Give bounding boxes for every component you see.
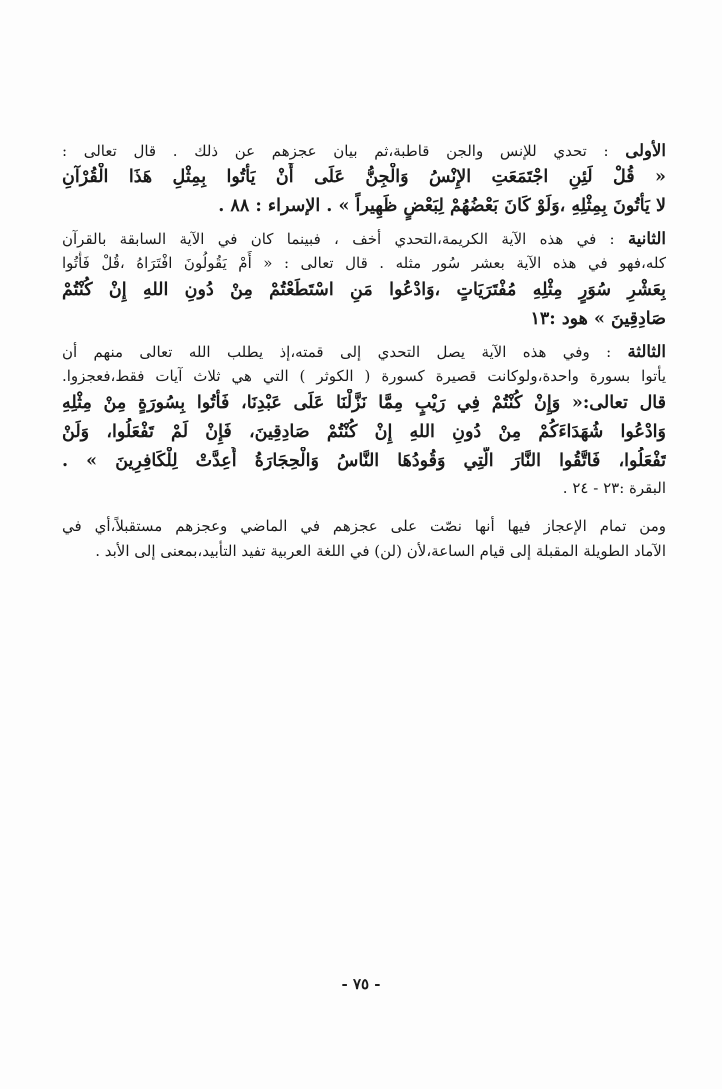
paragraph2-verse-line2: صَادِقِينَ » هود :١٣ [530, 309, 666, 329]
paragraph1-verse-line1: « قُلْ لَئِنِ اجْتَمَعَتِ الإِنْسُ وَالْجِنُّ عَلَى أَنْ يَأْتُوا بِمِثْلِ هَذَا الْقُرْآنِ [62, 167, 666, 187]
paragraph3-line3: قال تعالى:« وَإِنْ كُنْتُمْ فِي رَيْبٍ مِمَّا نَزَّلْنَا عَلَى عَبْدِنَا، فَأْتُوا بِسُورَةٍ مِنْ مِثْلِهِ [62, 393, 666, 413]
paragraph3-lead: الثالثة [627, 342, 666, 361]
paragraph4-line1: ومن تمام الإعجاز فيها أنها نصّت على عجزهم في الماضي وعجزهم مستقبلاً،أي في [62, 517, 666, 535]
paragraph2-verse-line1: بِعَشْرِ سُوَرٍ مِثْلِهِ مُفْتَرَيَاتٍ ،وَادْعُوا مَنِ اسْتَطَعْتُمْ مِنْ دُونِ اللهِ إِنْ كُنْتُمْ [62, 280, 666, 300]
paragraph3-line2: يأتوا بسورة واحدة،ولوكانت قصيرة كسورة ( الكوثر ) التي هي ثلاث آيات فقط،فعجزوا. [62, 367, 666, 385]
paragraph3-line1 [62, 339, 666, 364]
paragraph2-line1-text: : في هذه الآية الكريمة،التحدي أخف ، فبينما كان في الآية السابقة بالقرآن [62, 230, 615, 248]
page-number: - ٧٥ - [341, 975, 381, 993]
paragraph1-line1 [62, 138, 666, 163]
paragraph3-verse-line1: وَادْعُوا شُهَدَاءَكُمْ مِنْ دُونِ اللهِ إِنْ كُنْتُمْ صَادِقِينَ، فَإِنْ لَمْ تَفْعَلُوا، وَلَنْ [62, 422, 666, 442]
paragraph2-line1 [62, 226, 666, 251]
paragraph1-line1-text: : تحدي للإنس والجن قاطبة،ثم بيان عجزهم عن ذلك . قال تعالى : [62, 142, 609, 160]
page-text [62, 138, 666, 564]
paragraph4-line2: الآماد الطويلة المقبلة إلى قيام الساعة،لأن (لن) في اللغة العربية تفيد التأبيد،بمعنى إلى الأبد . [95, 542, 666, 560]
paragraph2-line2: كله،فهو في هذه الآية بعشر سُور مثله . قال تعالى : « أَمْ يَقُولُونَ افْتَرَاهُ ،قُلْ فَأْتُوا [62, 254, 666, 272]
paragraph3-citation: البقرة :٢٣ - ٢٤ . [562, 479, 666, 497]
paragraph3-verse-line2: تَفْعَلُوا، فَاتَّقُوا النَّارَ الَّتِي وَقُودُهَا النَّاسُ وَالْحِجَارَةُ أُعِدَّتْ لِلْكَافِرِينَ » . [62, 451, 666, 471]
paragraph1-verse-line2: لا يَأْتُونَ بِمِثْلِهِ ،وَلَوْ كَانَ بَعْضُهُمْ لِبَعْضٍ ظَهِيراً » . الإسراء : ٨٨ . [218, 196, 666, 216]
paragraph3-line1-text: : وفي هذه الآية يصل التحدي إلى قمته،إذ يطلب الله تعالى منهم أن [62, 343, 612, 361]
paragraph2-lead: الثانية [627, 229, 666, 248]
paragraph1-lead: الأولى [625, 141, 666, 160]
